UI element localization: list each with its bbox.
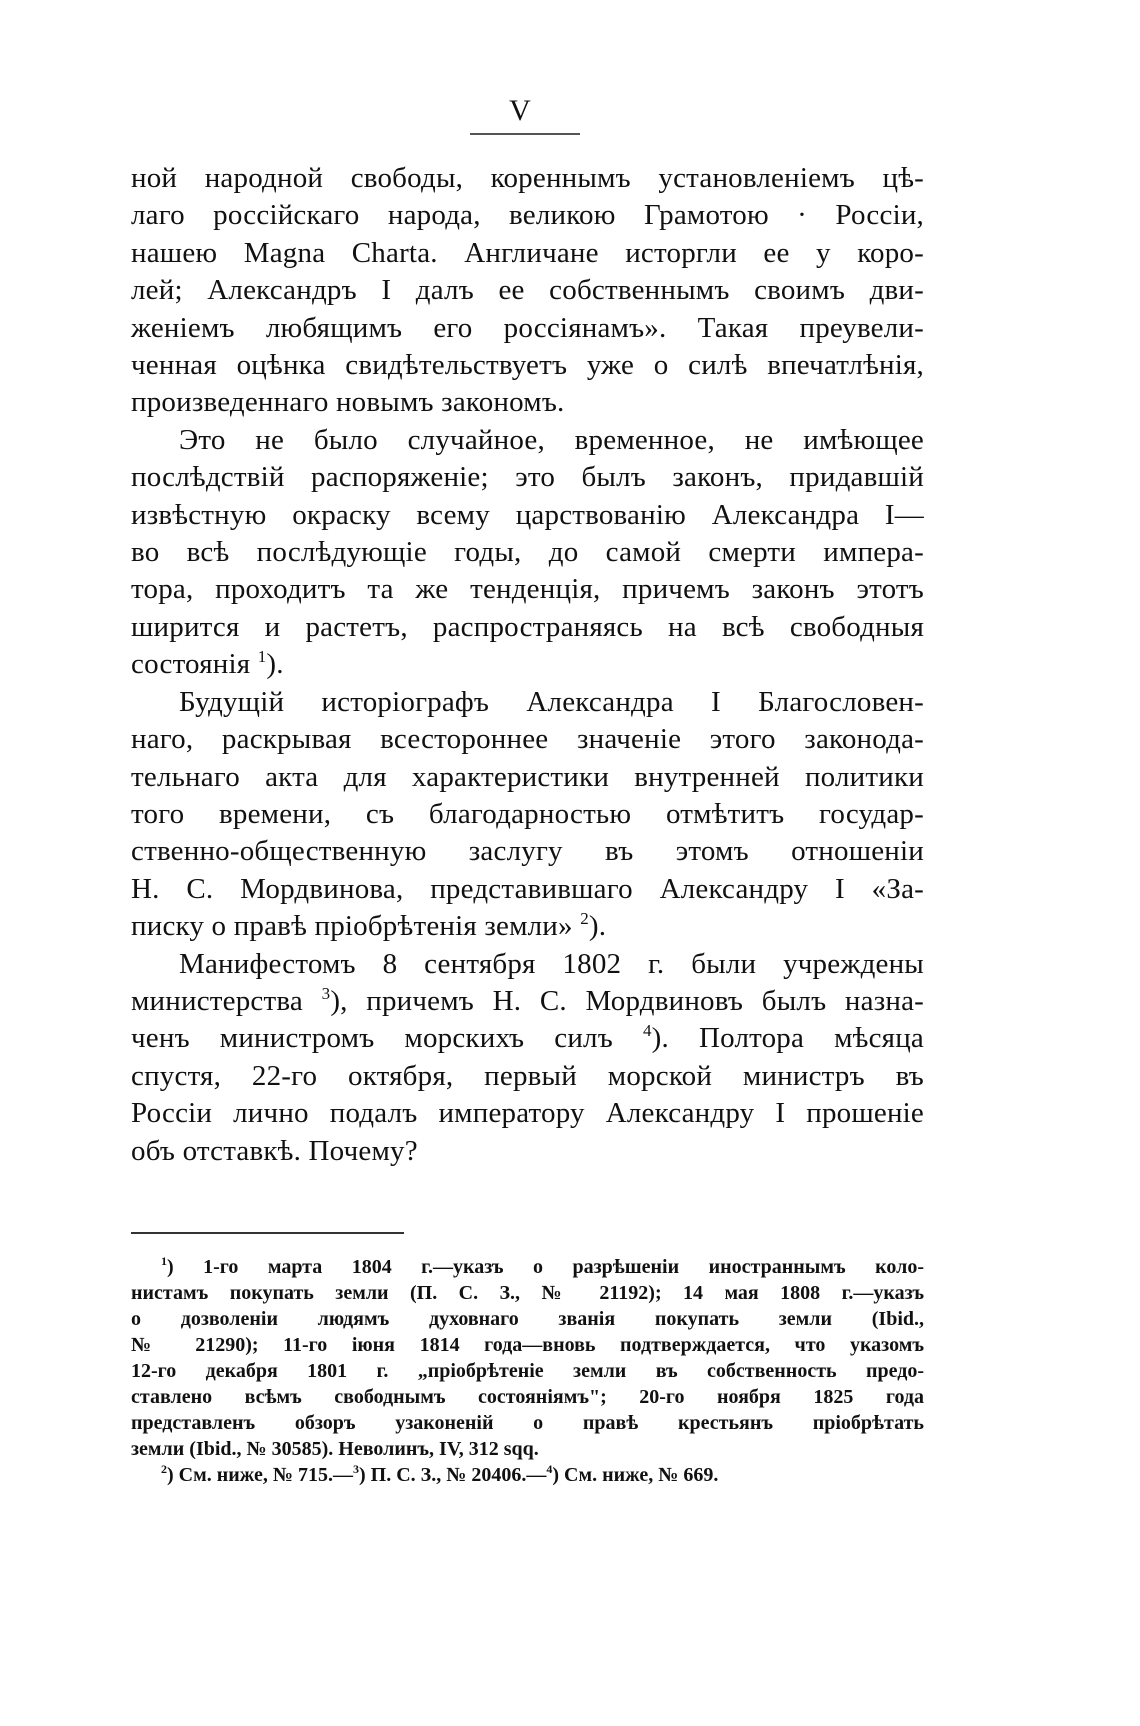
text-fragment: ). bbox=[266, 648, 284, 681]
footnote-mark: 3 bbox=[353, 1462, 359, 1476]
text-line: Будущій исторіографъ Александра I Благословен- bbox=[179, 685, 924, 718]
text-fragment: . Полтора мѣсяца bbox=[661, 1022, 924, 1055]
footnote-separator bbox=[131, 1232, 404, 1234]
footnote-mark: 2 bbox=[161, 1462, 167, 1476]
footnote-line: ставлено всѣмъ свободнымъ состояніямъ"; 20-го ноября 1825 года bbox=[131, 1386, 924, 1408]
footnote-line: № 21290); 11-го іюня 1814 года—вновь подтверждается, что указомъ bbox=[131, 1334, 924, 1356]
text-line bbox=[131, 983, 924, 1020]
text-line: ченная оцѣнка свидѣтельствуетъ уже о силѣ впечатлѣнія, bbox=[131, 349, 924, 382]
footnote-ref: 2 bbox=[580, 909, 589, 929]
text-fragment: министерства bbox=[131, 984, 303, 1017]
text-line: извѣстную окраску всему царствованію Александра I— bbox=[131, 498, 924, 531]
text-fragment: См. ниже, № 715.— bbox=[178, 1464, 353, 1486]
text-line: лей; Александръ I далъ ее собственнымъ своимъ дви- bbox=[131, 274, 924, 307]
text-line: ственно-общественную заслугу въ этомъ отношеніи bbox=[131, 835, 924, 868]
text-line: Н. С. Мордвинова, представившаго Александру I «За- bbox=[131, 872, 924, 905]
text-line: лаго россійскаго народа, великою Грамотою · Россіи, bbox=[131, 199, 924, 232]
text-line: объ отставкѣ. Почему? bbox=[131, 1134, 418, 1167]
text-line: тельнаго акта для характеристики внутренней политики bbox=[131, 760, 924, 793]
footnote-line: $^2$) См. ниже, № 715.—$^3$) П. С. З., № 20406.—$^4$) См. ниже, № 669. bbox=[161, 1462, 719, 1486]
text-fragment: ченъ министромъ морскихъ силъ bbox=[131, 1022, 613, 1055]
page-number: V bbox=[509, 94, 531, 127]
footnote-ref: 3 bbox=[321, 983, 331, 1003]
text-line bbox=[131, 908, 924, 945]
footnote-line: нистамъ покупать земли (П. С. З., № 21192); 14 мая 1808 г.—указъ bbox=[131, 1282, 924, 1304]
main-text bbox=[131, 160, 924, 1170]
text-line: тора, проходитъ та же тенденція, причемъ законъ этотъ bbox=[131, 573, 924, 606]
text-fragment: П. С. З., № 20406.— bbox=[370, 1464, 547, 1486]
text-line: во всѣ послѣдующіе годы, до самой смерти импера- bbox=[131, 536, 924, 569]
text-fragment: состоянія bbox=[131, 648, 251, 681]
text-line: послѣдствій распоряженіе; это былъ законъ, придавшій bbox=[131, 461, 924, 494]
text-line: Манифестомъ 8 сентября 1802 г. были учреждены bbox=[179, 947, 924, 980]
footnote-line: 12-го декабря 1801 г. „пріобрѣтеніе земли въ собственность предо- bbox=[131, 1360, 924, 1382]
page-number-rule bbox=[470, 133, 580, 135]
text-fragment: писку о правѣ пріобрѣтенія земли» bbox=[131, 910, 573, 943]
footnote-ref: 4 bbox=[642, 1021, 652, 1041]
text-line: произведеннаго новымъ закономъ. bbox=[131, 386, 565, 419]
text-line: ширится и растетъ, распространяясь на всѣ свободныя bbox=[131, 610, 924, 643]
text-line: Россіи лично подалъ императору Александру I прошеніе bbox=[131, 1097, 924, 1130]
text-line bbox=[131, 1020, 924, 1057]
text-fragment: См. ниже, № 669. bbox=[564, 1464, 719, 1486]
text-line: нашею Magna Charta. Англичане исторгли ее у коро- bbox=[131, 236, 924, 269]
text-line: спустя, 22-го октября, первый морской министръ въ bbox=[131, 1059, 924, 1092]
text-fragment: ). bbox=[588, 910, 607, 943]
footnote-line: о дозволеніи людямъ духовнаго званія покупать земли (Ibid., bbox=[131, 1308, 924, 1330]
text-line: наго, раскрывая всестороннее значеніе этого законода- bbox=[131, 723, 924, 756]
text-fragment: , причемъ Н. С. Мордвиновъ былъ назна- bbox=[340, 984, 924, 1017]
footnote-mark: 1 bbox=[161, 1254, 167, 1268]
footnote-mark: 4 bbox=[546, 1462, 553, 1476]
text-line: женіемъ любящимъ его россіянамъ». Такая преувели- bbox=[131, 311, 924, 344]
text-fragment: 1-го марта 1804 г.—указъ о разрѣшеніи иностраннымъ коло- bbox=[203, 1256, 924, 1278]
footnotes bbox=[131, 1254, 924, 1488]
footnote-line: представленъ обзоръ узаконеній о правѣ крестьянъ пріобрѣтать bbox=[131, 1412, 924, 1434]
text-fragment: ) bbox=[330, 984, 341, 1017]
text-line: ной народной свободы, кореннымъ установленіемъ цѣ- bbox=[131, 162, 924, 194]
text-line: Это не было случайное, временное, не имѣющее bbox=[179, 423, 924, 456]
footnote-ref: 1 bbox=[257, 647, 267, 667]
footnote-line: земли (Ibid., № 30585). Неволинъ, IV, 312 sqq. bbox=[131, 1438, 539, 1460]
footnote-line: $^1$) 1-го марта 1804 г.—указъ о разрѣшеніи иностраннымъ коло- bbox=[161, 1254, 924, 1278]
text-line: того времени, съ благодарностью отмѣтитъ государ- bbox=[131, 797, 924, 830]
text-fragment: ) bbox=[651, 1022, 662, 1055]
text-line bbox=[131, 646, 924, 683]
